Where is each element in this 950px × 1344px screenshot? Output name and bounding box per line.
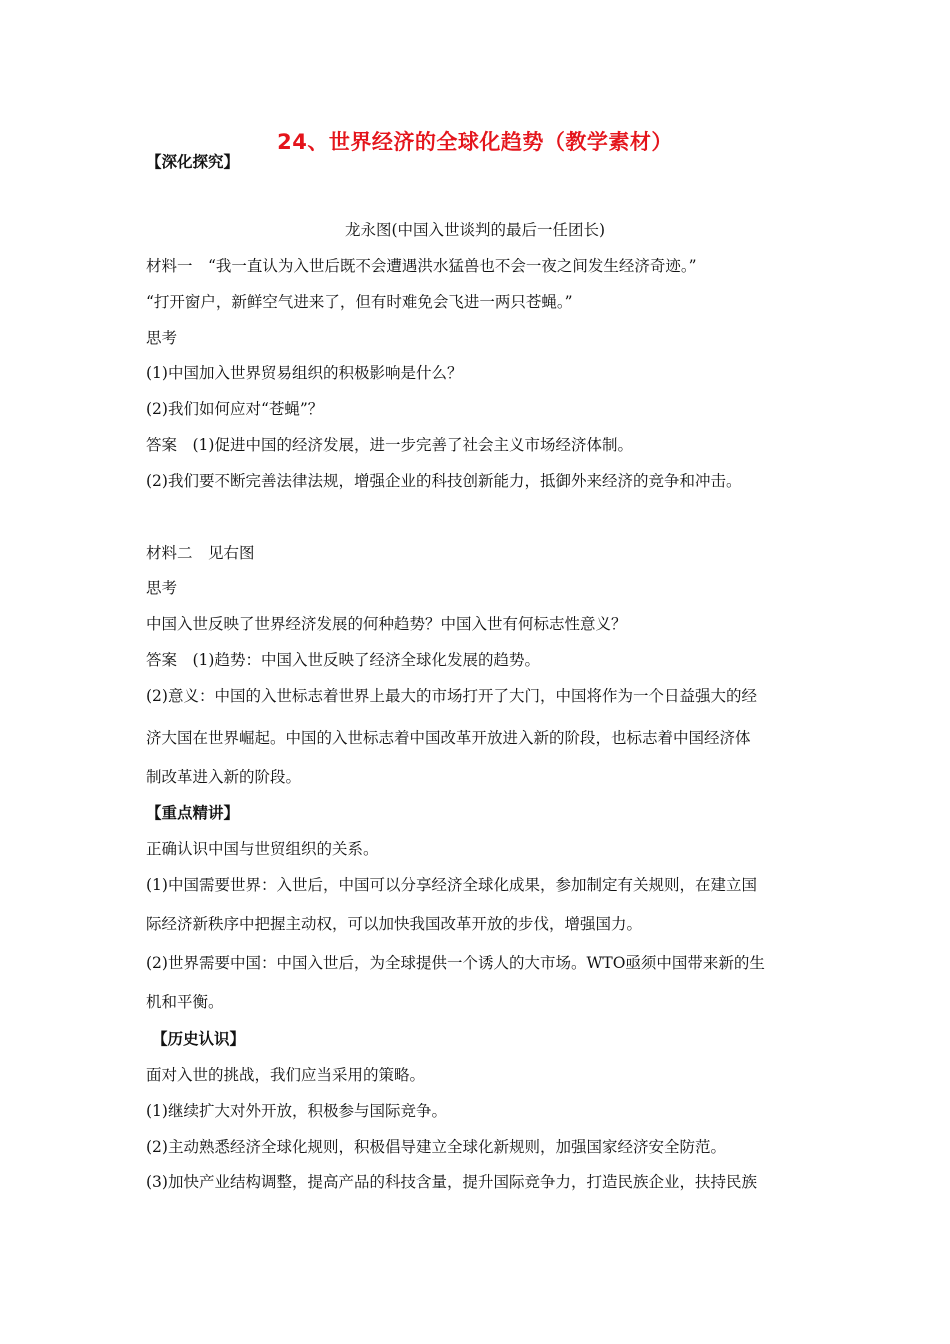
material1-quote2: “打开窗户，新鲜空气进来了，但有时难免会飞进一两只苍蝇。” [146,293,573,311]
material1-answer2: (2)我们要不断完善法律法规，增强企业的科技创新能力，抵御外来经济的竞争和冲击。 [146,472,742,490]
section-heading-history: 【历史认识】 [152,1029,246,1048]
history-intro: 面对入世的挑战，我们应当采用的策略。 [146,1066,426,1084]
document-title: 24、世界经济的全球化趋势（教学素材） [277,130,673,154]
history-strategy-2: (2)主动熟悉经济全球化规则，积极倡导建立全球化新规则，加强国家经济安全防范。 [146,1138,726,1156]
key-points-p2-line1: (2)世界需要中国：中国入世后，为全球提供一个诱人的大市场。WTO亟须中国带来新的生 [146,954,765,972]
history-strategy-1: (1)继续扩大对外开放，积极参与国际竞争。 [146,1102,447,1120]
material2-think-label: 思考 [146,579,178,597]
material2-answer2-line1: (2)意义：中国的入世标志着世界上最大的市场打开了大门，中国将作为一个日益强大的经 [146,687,757,705]
section-heading-deep-explore: 【深化探究】 [146,152,240,171]
material1-question1: (1)中国加入世界贸易组织的积极影响是什么？ [146,364,463,382]
key-points-p1-line2: 际经济新秩序中把握主动权，可以加快我国改革开放的步伐，增强国力。 [146,915,643,933]
section-heading-key-points: 【重点精讲】 [146,803,240,822]
image-caption: 龙永图(中国入世谈判的最后一任团长) [344,221,606,239]
key-points-p1-line1: (1)中国需要世界：入世后，中国可以分享经济全球化成果，参加制定有关规则，在建立国 [146,876,757,894]
material2-answer2-line3: 制改革进入新的阶段。 [146,768,302,786]
material1-think-label: 思考 [146,329,178,347]
key-points-intro: 正确认识中国与世贸组织的关系。 [146,840,379,858]
key-points-p2-line2: 机和平衡。 [146,993,224,1011]
material1-question2: (2)我们如何应对“苍蝇”？ [146,400,324,418]
history-strategy-3: (3)加快产业结构调整，提高产品的科技含量，提升国际竞争力，打造民族企业，扶持民族 [146,1173,757,1191]
material2-label: 材料二 见右图 [146,544,255,562]
material1-answer1: 答案 (1)促进中国的经济发展，进一步完善了社会主义市场经济体制。 [146,436,633,454]
material2-answer2-line2: 济大国在世界崛起。中国的入世标志着中国改革开放进入新的阶段，也标志着中国经济体 [146,729,751,747]
material1-quote1: 材料一 “我一直认为入世后既不会遭遇洪水猛兽也不会一夜之间发生经济奇迹。” [146,257,697,275]
material2-answer1: 答案 (1)趋势：中国入世反映了经济全球化发展的趋势。 [146,651,540,669]
material2-question: 中国入世反映了世界经济发展的何种趋势？中国入世有何标志性意义？ [146,615,627,633]
